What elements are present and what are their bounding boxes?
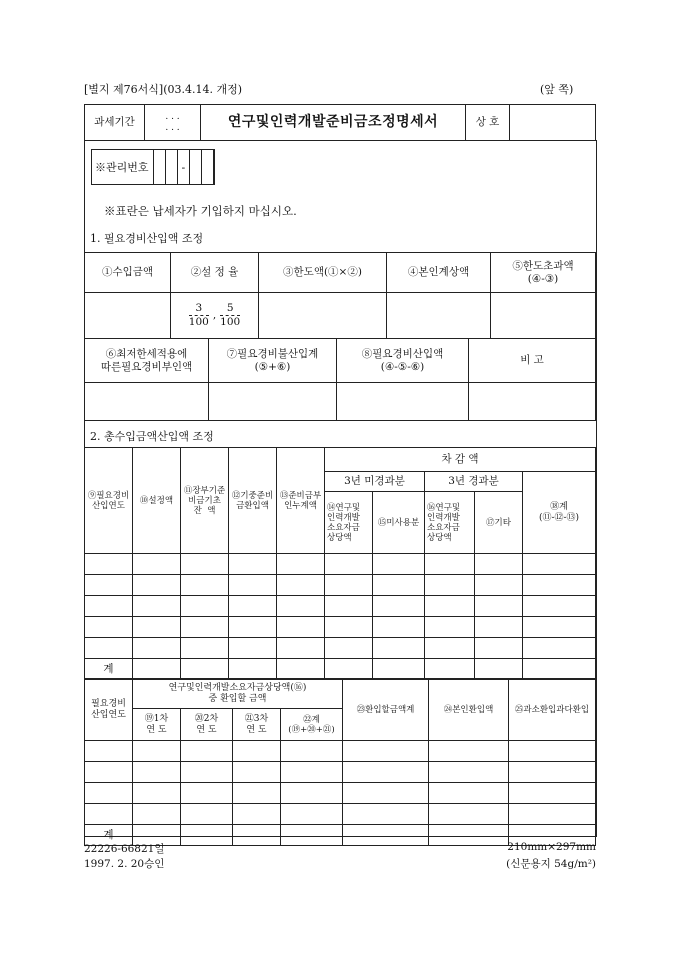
tax-period-value[interactable]: . . . . . .: [145, 105, 201, 141]
header-book-balance: ⑪장부기준 비금기초 잔 액: [181, 448, 229, 554]
data-cell[interactable]: [523, 617, 596, 638]
mgmt-dash: -: [181, 160, 186, 174]
data-cell[interactable]: [523, 575, 596, 596]
data-cell[interactable]: [509, 804, 596, 825]
total-cell[interactable]: [181, 825, 233, 846]
data-cell[interactable]: [133, 741, 181, 762]
total-cell[interactable]: [229, 659, 277, 680]
data-cell[interactable]: [181, 804, 233, 825]
cell-excess[interactable]: [491, 293, 596, 339]
data-cell[interactable]: [373, 554, 425, 575]
cell-limit[interactable]: [259, 293, 387, 339]
header-set-amount: ⑩설정액: [133, 448, 181, 554]
data-cell[interactable]: [277, 596, 325, 617]
s3-header-sum: ㉒계 (⑲+⑳+㉑): [281, 709, 343, 741]
data-cell[interactable]: [277, 638, 325, 659]
section3-table: [84, 678, 596, 846]
header-accum-denied: ⑬준비금부 인누계액: [277, 448, 325, 554]
data-cell[interactable]: [425, 596, 475, 617]
data-cell[interactable]: [325, 617, 373, 638]
header-nondeductible: ⑦필요경비불산입계 (⑤+⑥): [209, 339, 337, 383]
total-cell[interactable]: [429, 825, 509, 846]
header-rate: ②설 정 율: [171, 253, 259, 293]
section2-table: [84, 447, 596, 680]
data-cell[interactable]: [133, 762, 181, 783]
header-deductible: ⑧필요경비산입액 (④-⑤-⑥): [337, 339, 469, 383]
paper-type: (신문용지 54g/m²): [506, 858, 596, 870]
data-cell[interactable]: [425, 617, 475, 638]
header-limit: ③한도액(①×②): [259, 253, 387, 293]
data-cell[interactable]: [277, 575, 325, 596]
data-cell[interactable]: [181, 762, 233, 783]
s3-header-year: 필요경비 산입연도: [85, 679, 133, 741]
mgmt-box-1[interactable]: [153, 149, 166, 185]
data-cell[interactable]: [181, 575, 229, 596]
section1-table-b: [84, 338, 596, 421]
total-cell[interactable]: [277, 659, 325, 680]
top-table: [84, 104, 596, 141]
rate2-denominator: 100: [220, 316, 241, 328]
header-elapsed: 3년 경과분: [425, 472, 523, 492]
cell-own-amount[interactable]: [387, 293, 491, 339]
data-cell[interactable]: [181, 617, 229, 638]
section2-heading: 2. 총수입금액산입액 조정: [90, 430, 214, 443]
data-cell[interactable]: [181, 741, 233, 762]
rate1-denominator: 100: [188, 316, 209, 328]
data-cell[interactable]: [373, 596, 425, 617]
data-cell[interactable]: [523, 596, 596, 617]
data-cell[interactable]: [277, 554, 325, 575]
total-cell[interactable]: [373, 659, 425, 680]
header-unused: ⑮미사용분: [373, 492, 425, 554]
data-cell[interactable]: [425, 554, 475, 575]
data-cell[interactable]: [343, 741, 429, 762]
data-cell[interactable]: [133, 638, 181, 659]
data-cell[interactable]: [85, 575, 133, 596]
header-other: ⑰기타: [475, 492, 523, 554]
header-total-18: ⑱계 (⑪-⑫-⑬): [523, 472, 596, 554]
total-cell[interactable]: [233, 825, 281, 846]
data-cell[interactable]: [373, 617, 425, 638]
total-label: 계: [85, 659, 133, 680]
data-cell[interactable]: [509, 783, 596, 804]
data-cell[interactable]: [85, 804, 133, 825]
form-code: 22226-66821일: [84, 843, 165, 855]
s3-header-year1: ⑲1차 연 도: [133, 709, 181, 741]
data-cell[interactable]: [277, 617, 325, 638]
header-not-elapsed: 3년 미경과분: [325, 472, 425, 492]
mgmt-box-2[interactable]: [166, 149, 178, 185]
data-cell[interactable]: [133, 783, 181, 804]
paper-size: 210mm×297mm: [507, 841, 596, 853]
data-cell[interactable]: [523, 638, 596, 659]
tax-period-label: 과세기간: [85, 105, 145, 141]
data-cell[interactable]: [281, 783, 343, 804]
form-title: 연구및인력개발준비금조정명세서: [201, 105, 466, 141]
rate1-numerator: 3: [195, 302, 203, 314]
section1-heading: 1. 필요경비산입액 조정: [90, 232, 204, 245]
total-cell[interactable]: [425, 659, 475, 680]
data-cell[interactable]: [325, 638, 373, 659]
data-cell[interactable]: [229, 554, 277, 575]
data-cell[interactable]: [229, 575, 277, 596]
data-cell[interactable]: [181, 638, 229, 659]
data-cell[interactable]: [475, 596, 523, 617]
data-cell[interactable]: [429, 783, 509, 804]
data-cell[interactable]: [133, 617, 181, 638]
notice: ※표란은 납세자가 기입하지 마십시오.: [104, 204, 297, 218]
company-field[interactable]: [510, 105, 596, 141]
page-side: (앞 쪽): [540, 83, 574, 96]
data-cell[interactable]: [229, 596, 277, 617]
header-rnd-not-elapsed: ⑭연구및 인력개발 소요자금 상당액: [325, 492, 373, 554]
s3-header-own-reversal: ㉔본인환입액: [429, 679, 509, 741]
s3-header-year3: ㉑3차 연 도: [233, 709, 281, 741]
data-cell[interactable]: [429, 741, 509, 762]
data-cell[interactable]: [429, 762, 509, 783]
data-cell[interactable]: [429, 804, 509, 825]
data-cell[interactable]: [85, 638, 133, 659]
data-cell[interactable]: [85, 762, 133, 783]
data-cell[interactable]: [181, 554, 229, 575]
data-cell[interactable]: [475, 617, 523, 638]
data-cell[interactable]: [523, 554, 596, 575]
cell-deductible[interactable]: [337, 383, 469, 421]
s3-header-group: 연구및인력개발소요자금상당액(⑯) 중 환입할 금액: [133, 679, 343, 709]
mgmt-box-4[interactable]: [202, 149, 214, 185]
header-deduction: 차 감 액: [325, 448, 596, 472]
cell-rate: [171, 293, 259, 339]
data-cell[interactable]: [281, 762, 343, 783]
data-cell[interactable]: [181, 783, 233, 804]
rate-separator: ,: [212, 309, 217, 321]
data-cell[interactable]: [281, 804, 343, 825]
header-year: ⑨필요경비 산입연도: [85, 448, 133, 554]
data-cell[interactable]: [425, 638, 475, 659]
data-cell[interactable]: [325, 575, 373, 596]
header-min-tax: ⑥최저한세적용에 따른필요경비부인액: [85, 339, 209, 383]
header-revenue: ①수입금액: [85, 253, 171, 293]
data-cell[interactable]: [85, 617, 133, 638]
data-cell[interactable]: [233, 804, 281, 825]
data-cell[interactable]: [233, 783, 281, 804]
s3-header-year2: ⑳2차 연 도: [181, 709, 233, 741]
management-number[interactable]: [91, 149, 215, 185]
data-cell[interactable]: [509, 741, 596, 762]
approval-date: 1997. 2. 20승인: [84, 858, 165, 870]
data-cell[interactable]: [85, 741, 133, 762]
cell-nondeductible[interactable]: [209, 383, 337, 421]
data-cell[interactable]: [509, 762, 596, 783]
company-label: 상 호: [466, 105, 510, 141]
data-cell[interactable]: [85, 554, 133, 575]
total-cell[interactable]: [343, 825, 429, 846]
management-label: ※관리번호: [95, 161, 149, 174]
data-cell[interactable]: [343, 762, 429, 783]
data-cell[interactable]: [475, 638, 523, 659]
data-cell[interactable]: [475, 554, 523, 575]
s3-total-label: 계: [85, 825, 133, 846]
data-cell[interactable]: [133, 554, 181, 575]
data-cell[interactable]: [133, 596, 181, 617]
mgmt-box-3[interactable]: [189, 149, 202, 185]
data-cell[interactable]: [133, 804, 181, 825]
data-cell[interactable]: [233, 762, 281, 783]
total-cell[interactable]: [325, 659, 373, 680]
total-cell[interactable]: [523, 659, 596, 680]
total-cell[interactable]: [281, 825, 343, 846]
total-cell[interactable]: [475, 659, 523, 680]
header-rnd-elapsed: ⑯연구및 인력개발 소요자금 상당액: [425, 492, 475, 554]
s3-header-under-over: ㉕과소환입과다환입: [509, 679, 596, 741]
data-cell[interactable]: [229, 617, 277, 638]
data-cell[interactable]: [281, 741, 343, 762]
section1-table-a: [84, 252, 596, 339]
data-cell[interactable]: [233, 741, 281, 762]
data-cell[interactable]: [133, 575, 181, 596]
data-cell[interactable]: [181, 596, 229, 617]
data-cell[interactable]: [343, 804, 429, 825]
form-number: [별지 제76서식](03.4.14. 개정): [84, 83, 243, 96]
header-own-amount: ④본인계상액: [387, 253, 491, 293]
data-cell[interactable]: [373, 575, 425, 596]
data-cell[interactable]: [475, 575, 523, 596]
rate2-numerator: 5: [226, 302, 234, 314]
data-cell[interactable]: [425, 575, 475, 596]
total-cell[interactable]: [133, 659, 181, 680]
cell-remarks[interactable]: [469, 383, 596, 421]
data-cell[interactable]: [325, 554, 373, 575]
data-cell[interactable]: [325, 596, 373, 617]
data-cell[interactable]: [343, 783, 429, 804]
cell-min-tax[interactable]: [85, 383, 209, 421]
header-reversal: ⑫기중준비 금환입액: [229, 448, 277, 554]
total-cell[interactable]: [181, 659, 229, 680]
header-remarks: 비 고: [469, 339, 596, 383]
data-cell[interactable]: [85, 783, 133, 804]
data-cell[interactable]: [229, 638, 277, 659]
data-cell[interactable]: [85, 596, 133, 617]
cell-revenue[interactable]: [85, 293, 171, 339]
s3-header-reversal-total: ㉓환입할금액계: [343, 679, 429, 741]
data-cell[interactable]: [373, 638, 425, 659]
header-excess: ⑤한도초과액 (④-③): [491, 253, 596, 293]
